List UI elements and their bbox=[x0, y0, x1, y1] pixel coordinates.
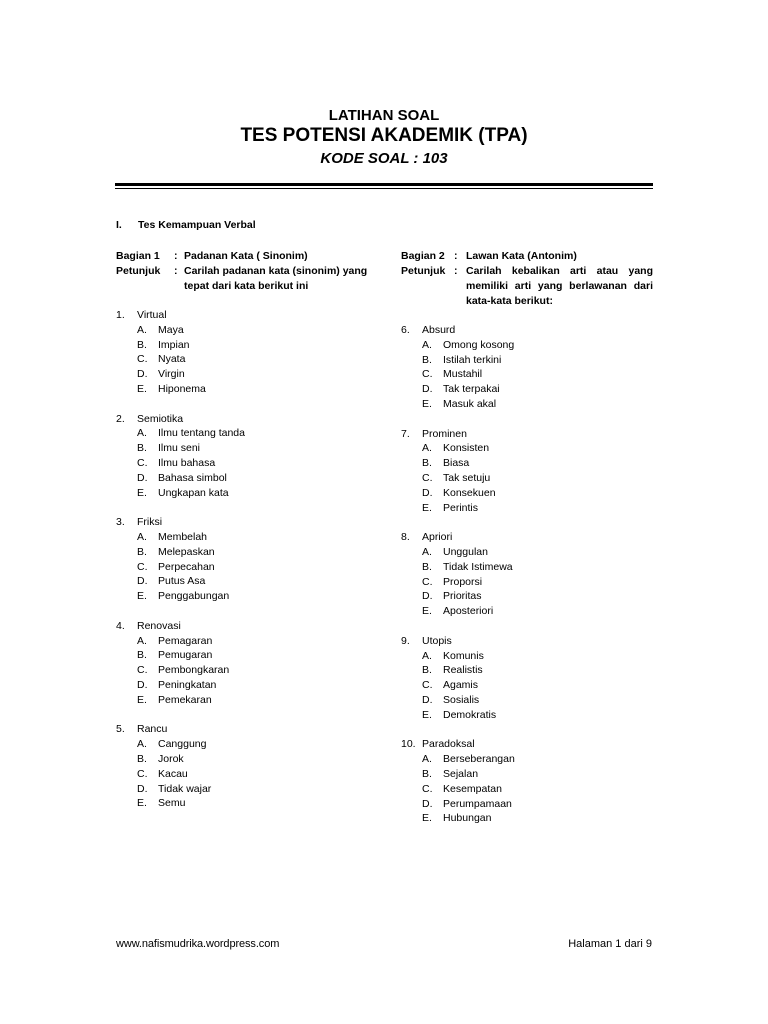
option-letter: E. bbox=[137, 486, 147, 499]
option-letter: C. bbox=[137, 767, 148, 780]
answer-option bbox=[116, 545, 386, 560]
answer-option bbox=[401, 441, 653, 456]
answer-option bbox=[116, 589, 386, 604]
answer-option bbox=[116, 737, 386, 752]
question-number: 5. bbox=[116, 723, 125, 736]
option-text: Pemagaran bbox=[158, 634, 213, 647]
question-item bbox=[116, 515, 386, 604]
option-letter: C. bbox=[137, 456, 148, 469]
question-item bbox=[401, 530, 653, 619]
answer-option bbox=[116, 693, 386, 708]
footer-page-number: Halaman 1 dari 9 bbox=[568, 938, 652, 950]
question-head bbox=[401, 323, 653, 338]
option-text: Tidak wajar bbox=[158, 782, 212, 795]
option-letter: E. bbox=[137, 797, 147, 810]
option-letter: A. bbox=[422, 442, 432, 455]
option-text: Prioritas bbox=[443, 590, 482, 603]
option-text: Demokratis bbox=[443, 708, 497, 721]
answer-option bbox=[116, 796, 386, 811]
question-word: Semiotika bbox=[137, 412, 184, 425]
option-text: Tak terpakai bbox=[443, 383, 500, 396]
option-letter: B. bbox=[422, 353, 432, 366]
answer-option bbox=[401, 782, 653, 797]
answer-option bbox=[401, 575, 653, 590]
answer-option bbox=[116, 560, 386, 575]
option-letter: B. bbox=[137, 338, 147, 351]
answer-option bbox=[401, 471, 653, 486]
question-number: 8. bbox=[401, 531, 410, 544]
answer-option bbox=[116, 367, 386, 382]
option-letter: E. bbox=[137, 693, 147, 706]
option-letter: B. bbox=[422, 560, 432, 573]
option-text: Peningkatan bbox=[158, 678, 217, 691]
option-letter: A. bbox=[137, 634, 147, 647]
option-text: Agamis bbox=[443, 679, 479, 692]
question-item bbox=[401, 427, 653, 516]
option-letter: B. bbox=[422, 664, 432, 677]
answer-option bbox=[401, 382, 653, 397]
question-item bbox=[116, 722, 386, 811]
option-text: Perumpamaan bbox=[443, 797, 512, 810]
option-text: Realistis bbox=[443, 664, 483, 677]
answer-option bbox=[401, 367, 653, 382]
option-letter: C. bbox=[137, 664, 148, 677]
doc-title-line1: LATIHAN SOAL bbox=[328, 107, 440, 124]
option-text: Pemugaran bbox=[158, 649, 213, 662]
answer-option bbox=[116, 663, 386, 678]
question-head bbox=[401, 634, 653, 649]
part1-question-list bbox=[116, 308, 386, 826]
question-number: 6. bbox=[401, 324, 410, 336]
answer-option bbox=[116, 352, 386, 367]
question-item bbox=[401, 323, 653, 412]
option-text: Konsisten bbox=[443, 442, 490, 455]
answer-option bbox=[116, 471, 386, 486]
answer-option bbox=[116, 634, 386, 649]
question-word: Absurd bbox=[422, 324, 456, 336]
answer-option bbox=[401, 456, 653, 471]
answer-option bbox=[401, 767, 653, 782]
option-letter: D. bbox=[137, 678, 148, 691]
question-word: Friksi bbox=[137, 516, 163, 529]
question-word: Utopis bbox=[422, 634, 452, 647]
part1-instruction: Carilah padanan kata (sinonim) yang tepat dari kata berikut ini bbox=[184, 265, 368, 292]
doc-code-line: KODE SOAL : 103 bbox=[320, 150, 448, 167]
option-text: Putus Asa bbox=[158, 575, 206, 588]
option-text: Kacau bbox=[158, 767, 188, 780]
part2-instruction: Carilah kebalikan arti atau yang memiliki arti yang berlawanan dari kata-kata berikut: bbox=[466, 265, 653, 307]
option-letter: D. bbox=[422, 797, 433, 810]
part2-question-list bbox=[401, 323, 653, 841]
option-text: Unggulan bbox=[443, 545, 488, 558]
question-number: 9. bbox=[401, 634, 410, 647]
option-letter: A. bbox=[422, 338, 432, 351]
option-letter: C. bbox=[422, 575, 433, 588]
section-heading bbox=[116, 219, 256, 231]
colon: : bbox=[174, 265, 178, 277]
question-item bbox=[116, 619, 386, 708]
answer-option bbox=[401, 338, 653, 353]
option-text: Omong kosong bbox=[443, 338, 515, 351]
answer-option bbox=[401, 811, 653, 826]
option-text: Pemekaran bbox=[158, 693, 212, 706]
option-text: Proporsi bbox=[443, 575, 483, 588]
answer-option bbox=[116, 441, 386, 456]
option-text: Ilmu tentang tanda bbox=[158, 427, 245, 440]
answer-option bbox=[116, 574, 386, 589]
option-letter: E. bbox=[422, 708, 432, 721]
part2-header bbox=[401, 249, 653, 309]
option-letter: D. bbox=[137, 368, 148, 381]
option-letter: A. bbox=[137, 427, 147, 440]
answer-option bbox=[116, 530, 386, 545]
answer-option bbox=[116, 767, 386, 782]
option-letter: D. bbox=[422, 693, 433, 706]
question-word: Renovasi bbox=[137, 619, 181, 632]
answer-option bbox=[401, 589, 653, 604]
answer-option bbox=[401, 353, 653, 368]
question-item bbox=[116, 412, 386, 501]
answer-option bbox=[116, 426, 386, 441]
colon: : bbox=[454, 250, 458, 262]
answer-option bbox=[401, 678, 653, 693]
option-letter: A. bbox=[422, 753, 432, 766]
part1-header bbox=[116, 249, 386, 294]
answer-option bbox=[116, 486, 386, 501]
answer-option bbox=[401, 708, 653, 723]
option-text: Ilmu seni bbox=[158, 442, 201, 455]
question-word: Prominen bbox=[422, 427, 467, 440]
option-letter: E. bbox=[422, 605, 432, 618]
answer-option bbox=[401, 560, 653, 575]
doc-title-line2: TES POTENSI AKADEMIK (TPA) bbox=[240, 125, 528, 146]
option-text: Semu bbox=[158, 797, 186, 810]
part1-label-row bbox=[116, 249, 386, 264]
question-head bbox=[116, 515, 386, 530]
option-text: Aposteriori bbox=[443, 605, 494, 618]
option-letter: A. bbox=[422, 545, 432, 558]
answer-option bbox=[116, 323, 386, 338]
section-number: I. bbox=[116, 219, 122, 231]
question-head bbox=[401, 427, 653, 442]
option-letter: B. bbox=[422, 767, 432, 780]
answer-option bbox=[116, 678, 386, 693]
option-letter: C. bbox=[422, 679, 433, 692]
answer-option bbox=[401, 663, 653, 678]
option-text: Istilah terkini bbox=[443, 353, 502, 366]
part2-value: Lawan Kata (Antonim) bbox=[466, 250, 577, 262]
option-text: Penggabungan bbox=[158, 590, 230, 603]
option-letter: C. bbox=[422, 782, 433, 795]
part1-label: Bagian 1 bbox=[116, 250, 160, 262]
part1-instruction-row bbox=[116, 264, 386, 294]
option-text: Kesempatan bbox=[443, 782, 502, 795]
option-letter: D. bbox=[422, 590, 433, 603]
option-text: Tak setuju bbox=[443, 471, 491, 484]
question-head bbox=[116, 619, 386, 634]
option-letter: A. bbox=[137, 530, 147, 543]
option-text: Sejalan bbox=[443, 767, 479, 780]
answer-option bbox=[116, 382, 386, 397]
option-letter: C. bbox=[137, 560, 148, 573]
option-text: Pembongkaran bbox=[158, 664, 230, 677]
answer-option bbox=[401, 752, 653, 767]
option-letter: B. bbox=[137, 649, 147, 662]
option-letter: E. bbox=[137, 382, 147, 395]
option-text: Biasa bbox=[443, 457, 470, 470]
question-number: 1. bbox=[116, 309, 125, 321]
answer-option bbox=[401, 604, 653, 619]
option-letter: C. bbox=[422, 368, 433, 381]
question-number: 7. bbox=[401, 427, 410, 440]
option-letter: B. bbox=[137, 752, 147, 765]
option-text: Perpecahan bbox=[158, 560, 215, 573]
question-head bbox=[116, 722, 386, 737]
question-word: Rancu bbox=[137, 723, 168, 736]
part2-instruction-row bbox=[401, 264, 653, 309]
part1-instruction-label: Petunjuk bbox=[116, 265, 161, 277]
option-text: Ungkapan kata bbox=[158, 486, 229, 499]
footer-website: www.nafismudrika.wordpress.com bbox=[116, 938, 280, 950]
part2-label-row bbox=[401, 249, 653, 264]
answer-option bbox=[401, 397, 653, 412]
option-text: Virgin bbox=[158, 368, 185, 381]
option-letter: B. bbox=[422, 457, 432, 470]
option-text: Jorok bbox=[158, 752, 184, 765]
section-title: Tes Kemampuan Verbal bbox=[138, 219, 256, 231]
option-text: Berseberangan bbox=[443, 753, 515, 766]
option-letter: D. bbox=[137, 782, 148, 795]
option-text: Sosialis bbox=[443, 693, 480, 706]
question-item bbox=[116, 308, 386, 397]
question-item bbox=[401, 737, 653, 826]
option-text: Hiponema bbox=[158, 382, 206, 395]
colon: : bbox=[174, 250, 178, 262]
option-text: Masuk akal bbox=[443, 397, 497, 410]
option-letter: D. bbox=[422, 486, 433, 499]
option-letter: A. bbox=[137, 323, 147, 336]
option-text: Maya bbox=[158, 323, 184, 336]
answer-option bbox=[116, 782, 386, 797]
option-text: Konsekuen bbox=[443, 486, 496, 499]
answer-option bbox=[401, 797, 653, 812]
option-letter: E. bbox=[422, 501, 432, 514]
question-word: Paradoksal bbox=[422, 738, 475, 751]
answer-option bbox=[401, 649, 653, 664]
option-letter: E. bbox=[422, 812, 432, 825]
option-letter: A. bbox=[137, 738, 147, 751]
option-letter: C. bbox=[422, 471, 433, 484]
part1-value: Padanan Kata ( Sinonim) bbox=[184, 250, 308, 262]
header-divider-thin bbox=[115, 188, 653, 189]
option-letter: D. bbox=[422, 383, 433, 396]
part2-instruction-label: Petunjuk bbox=[401, 265, 446, 277]
question-word: Apriori bbox=[422, 531, 453, 544]
option-text: Bahasa simbol bbox=[158, 471, 227, 484]
colon: : bbox=[454, 265, 458, 277]
answer-option bbox=[401, 545, 653, 560]
answer-option bbox=[116, 752, 386, 767]
answer-option bbox=[401, 501, 653, 516]
option-letter: E. bbox=[137, 590, 147, 603]
option-text: Canggung bbox=[158, 738, 207, 751]
option-text: Mustahil bbox=[443, 368, 483, 381]
question-head bbox=[401, 737, 653, 752]
question-item bbox=[401, 634, 653, 723]
option-letter: D. bbox=[137, 575, 148, 588]
option-text: Melepaskan bbox=[158, 545, 215, 558]
question-number: 10. bbox=[401, 738, 416, 751]
question-head bbox=[116, 308, 386, 323]
option-text: Tidak Istimewa bbox=[443, 560, 513, 573]
option-letter: D. bbox=[137, 471, 148, 484]
header-divider-thick bbox=[115, 183, 653, 186]
option-text: Nyata bbox=[158, 353, 186, 366]
option-text: Hubungan bbox=[443, 812, 492, 825]
answer-option bbox=[401, 693, 653, 708]
option-text: Perintis bbox=[443, 501, 479, 514]
option-letter: E. bbox=[422, 397, 432, 410]
option-letter: B. bbox=[137, 442, 147, 455]
part2-label: Bagian 2 bbox=[401, 250, 445, 262]
option-text: Membelah bbox=[158, 530, 208, 543]
answer-option bbox=[116, 338, 386, 353]
answer-option bbox=[401, 486, 653, 501]
question-head bbox=[401, 530, 653, 545]
question-word: Virtual bbox=[137, 309, 167, 321]
option-text: Komunis bbox=[443, 649, 484, 662]
question-head bbox=[116, 412, 386, 427]
option-text: Ilmu bahasa bbox=[158, 456, 216, 469]
option-letter: B. bbox=[137, 545, 147, 558]
answer-option bbox=[116, 648, 386, 663]
question-number: 4. bbox=[116, 619, 125, 632]
option-text: Impian bbox=[158, 338, 190, 351]
option-letter: C. bbox=[137, 353, 148, 366]
answer-option bbox=[116, 456, 386, 471]
question-number: 3. bbox=[116, 516, 125, 529]
question-number: 2. bbox=[116, 412, 125, 425]
option-letter: A. bbox=[422, 649, 432, 662]
